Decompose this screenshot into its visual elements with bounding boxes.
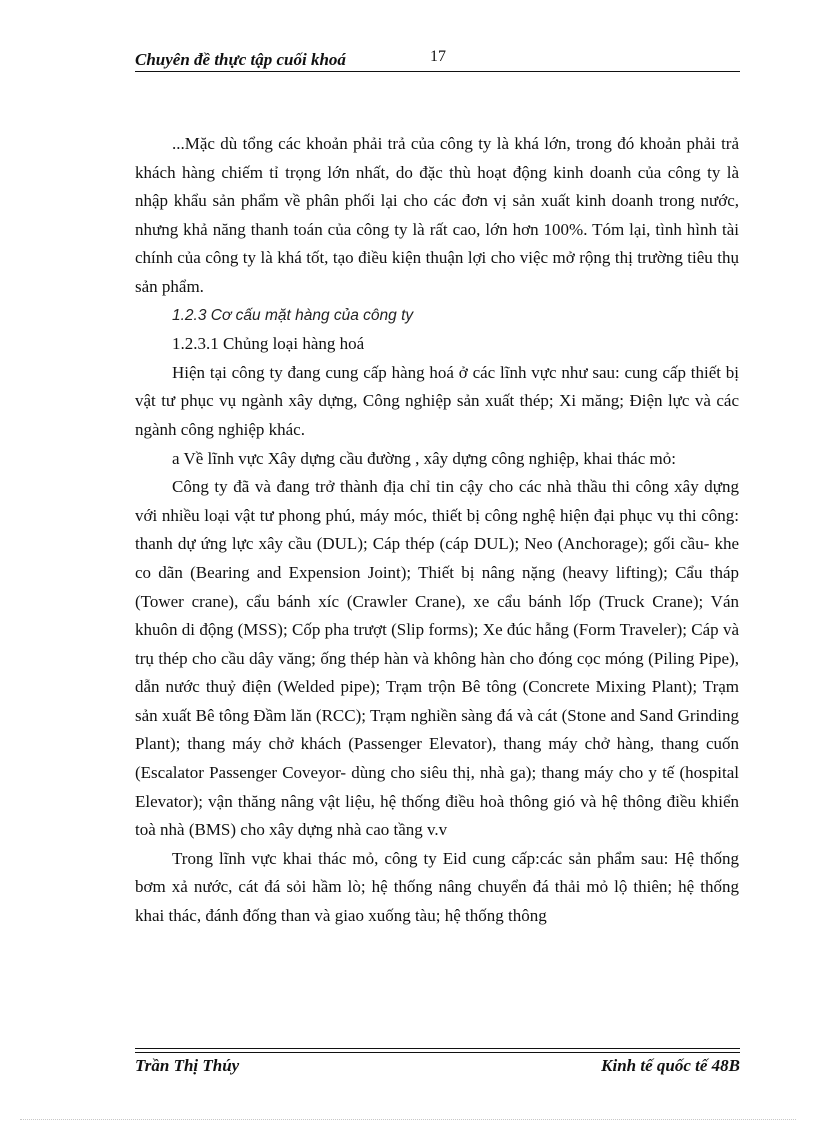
page-number: 17 <box>430 48 446 65</box>
paragraph-product-fields: Hiện tại công ty đang cung cấp hàng hoá ở các lĩnh vực như sau: cung cấp thiết bị vật tư phục vụ ngành xây dựng, Công nghiệp sản xuất thép; Xi măng; Điện lực và các ngành công nghiệp khác. <box>135 362 739 439</box>
section-heading: 1.2.3 Cơ cấu mặt hàng của công ty <box>172 306 414 324</box>
page-bottom-edge <box>20 1119 796 1120</box>
footer-divider <box>135 1048 740 1053</box>
header-divider <box>135 71 740 72</box>
class-name: Kinh tế quốc tế 48B <box>601 1056 740 1075</box>
paragraph-field-a-heading: a Về lĩnh vực Xây dựng cầu đường , xây dựng công nghiệp, khai thác mỏ: <box>172 448 676 468</box>
page-footer <box>135 1054 740 1078</box>
paragraph-mining-products: Trong lĩnh vực khai thác mỏ, công ty Eid cung cấp:các sản phẩm sau: Hệ thống bơm xả nước, cát đá sỏi hầm lò; hệ thống nâng chuyển đá thải mỏ lộ thiên; hệ thống khai thác, đánh đống than và giao xuống tàu; hệ thống thông <box>135 848 739 926</box>
document-title: Chuyên đề thực tập cuối khoá <box>135 50 346 69</box>
page-header <box>135 46 740 72</box>
paragraph-construction-products: Công ty đã và đang trở thành địa chỉ tin cậy cho các nhà thầu thi công xây dựng với nhiều loại vật tư phong phú, máy móc, thiết bị công nghệ hiện đại phục vụ thi công: thanh dự ứng lực xây cầu (DUL); Cáp thép (cáp DUL); Neo (Anchorage); gối cầu- khe co dãn (Bearing and Expension Joint); Thiết bị nâng nặng (heavy lifting); Cẩu tháp (Tower crane), cẩu bánh xíc (Crawler Crane), xe cẩu bánh lốp (Truck Crane); Ván khuôn di động (MSS); Cốp pha trượt (Slip forms); Xe đúc hẫng (Form Traveler); Cáp và trụ thép cho cầu dây văng; ống thép hàn và không hàn cho đóng cọc móng (Piling Pipe), dẫn nước thuỷ điện (Welded pipe); Trạm trộn Bê tông (Concrete Mixing Plant); Trạm sản xuất Bê tông Đầm lăn (RCC); Trạm nghiền sàng đá và cát (Stone and Sand Grinding Plant); thang máy chở khách (Passenger Elevator), thang máy chở hàng, thang cuốn (Escalator Passenger Coveyor- dùng cho siêu thị, nhà ga); thang máy cho y tế (hospital Elevator); vận thăng nâng vật liệu, hệ thống điều hoà thông gió và hệ thông điều khiển toà nhà (BMS) cho xây dựng nhà cao tầng v.v <box>135 477 739 840</box>
document-body <box>135 130 739 931</box>
subsection-heading: 1.2.3.1 Chủng loại hàng hoá <box>172 334 365 354</box>
paragraph-financial-summary: ...Mặc dù tổng các khoản phải trả của công ty là khá lớn, trong đó khoản phải trả khách hàng chiếm tỉ trọng lớn nhất, do đặc thù hoạt động kinh doanh của công ty là nhập khẩu sản phẩm về phân phối lại cho các đơn vị sản xuất kinh doanh trong nước, nhưng khả năng thanh toán của công ty là rất cao, lớn hơn 100%. Tóm lại, tình hình tài chính của công ty là khá tốt, tạo điều kiện thuận lợi cho việc mở rộng thị trường tiêu thụ sản phẩm. <box>135 134 739 296</box>
author-name: Trần Thị Thúy <box>135 1056 240 1075</box>
